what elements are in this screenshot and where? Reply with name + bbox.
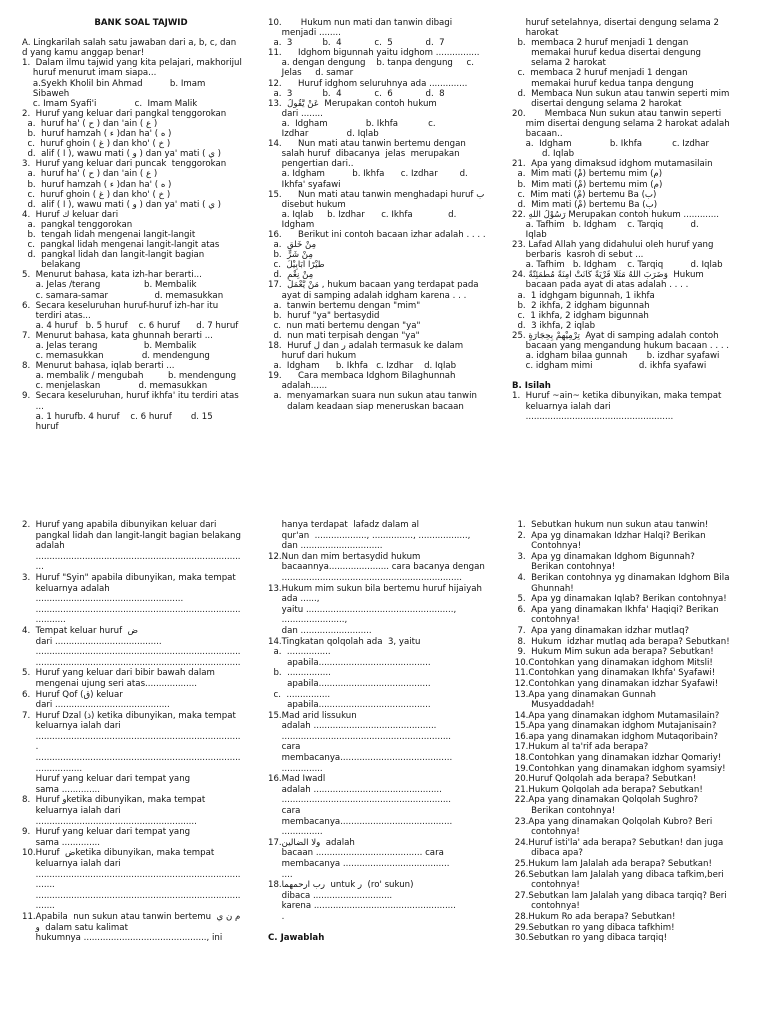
text-line: d. alif ( ا ), wawu mati ( و ) dan ya' mati ( ي ) — [22, 149, 222, 160]
text-line: a. Jelas /terang b. Membalik — [22, 280, 197, 291]
text-line: membacanya ....................................... — [268, 859, 450, 869]
text-line: c. طَيْرًا أَبَابِيْلَ — [268, 260, 325, 271]
text-line: a. Idgham b. Ikhfa c. Izdhar d. — [268, 169, 468, 180]
section-heading: B. Isilah — [512, 381, 551, 392]
text-line: . — [268, 911, 285, 922]
text-line: 13.Hukum mim sukun bila bertemu huruf hijaiyah — [268, 583, 482, 594]
text-line: adalah...... — [268, 381, 328, 392]
text-line: ........................................................................... — [22, 869, 241, 880]
text-line: disebut hukum — [268, 199, 346, 210]
text-line: 17.Hukum al ta'rif ada berapa? — [512, 742, 649, 753]
text-line: ........................................................................... — [22, 647, 241, 658]
text-line: و dalam satu kalimat — [22, 922, 128, 933]
text-line: 3. Apa yg dinamakan Idghom Bigunnah? — [512, 551, 695, 562]
text-line: selama 2 harokat — [512, 58, 606, 69]
text-line: 18.Contohkan yang dinamakan idzhar Qomariy! — [512, 753, 722, 764]
text-line: cara — [268, 806, 301, 817]
text-line: Idgham — [268, 219, 315, 230]
text-line: 20.Huruf Qolqolah ada berapa? Sebutkan! — [512, 774, 697, 785]
text-line: a. 3 b. 4 c. 6 d. 8 — [268, 88, 445, 99]
text-line: keluarnya ialah dari — [512, 401, 611, 412]
text-line: a.Syekh Kholil bin Ahmad b. Imam — [22, 78, 206, 89]
text-line: ........................................................................... — [22, 657, 241, 668]
text-line: 26.Sebutkan lam Jalalah yang dibaca tafkim,beri — [512, 869, 724, 880]
text-line: 17. مَنْ يَّعْمَلْ , hukum bacaan yang terdapat pada — [268, 280, 479, 291]
text-line: 8. Menurut bahasa, iqlab berarti ... — [22, 361, 175, 372]
text-line: b. huruf hamzah ( ء )dan ha' ( ه ) — [22, 129, 172, 140]
text-line: huruf dari hukum — [268, 351, 357, 362]
text-line: 3. Huruf "Syin" apabila dibunyikan, maka tempat — [22, 572, 236, 583]
text-line: salah huruf dibacanya jelas merupakan — [268, 149, 460, 160]
text-line: 15.Apa yang dinamakan idghom Mutajanisain? — [512, 721, 717, 732]
text-line: menjadi ........ — [268, 28, 341, 39]
text-line: ... — [22, 401, 44, 412]
text-line: bacaannya...................... cara bacanya dengan — [268, 562, 485, 573]
text-line: 10.Huruf ضketika dibunyikan, maka tempat — [22, 848, 215, 859]
text-line: Ikhfa' syafawi — [268, 179, 341, 190]
text-line: 1. Sebutkan hukum nun sukun atau tanwin! — [512, 520, 709, 530]
text-line: ada ......, — [268, 594, 320, 605]
text-line: hanya terdapat lafadz dalam al — [268, 520, 419, 530]
top-page — [0, 18, 768, 508]
text-line: 14.Tingkatan qolqolah ada 3, yaitu — [268, 636, 421, 647]
text-line: 11. Idghom bigunnah yaitu idghom ................ — [268, 48, 480, 59]
text-line: bacaan pada ayat di atas adalah . . . . — [512, 280, 689, 291]
text-line: Musyaddadah! — [512, 700, 595, 711]
text-line: d. 3 ikhfa, 2 iqlab — [512, 320, 596, 331]
text-line: ........................................................................... — [22, 551, 241, 562]
text-line: memakai huruf kedua disertai dengung — [512, 48, 702, 59]
text-line: keluarnya ialah dari — [22, 721, 121, 732]
text-line: 2. Huruf yang apabila dibunyikan keluar dari — [22, 520, 217, 530]
text-line: .............................................................. — [268, 731, 452, 742]
text-line: sama .............. — [22, 784, 101, 795]
text-line: a. 4 huruf b. 5 huruf c. 6 huruf d. 7 huruf — [22, 320, 239, 331]
text-line: b. huruf "ya" bertasydid — [268, 310, 380, 321]
text-line: b. tengah lidah mengenai langit-langit — [22, 229, 196, 240]
text-line: a. membalik / mengubah b. mendengung — [22, 371, 237, 382]
text-line: 25. تِرْمِيْهِمْ بِحِجَارَةٍ Ayat di samping adalah contoh — [512, 330, 719, 341]
text-line: sama .............. — [22, 837, 101, 848]
text-line: 20. Membaca Nun sukun atau tanwin seperti — [512, 108, 722, 119]
bottom-page — [0, 520, 768, 1010]
text-line: a. Iqlab b. Izdhar c. Ikhfa d. — [268, 209, 457, 220]
text-line: contohnya! — [512, 615, 580, 626]
bottom-column-2 — [268, 520, 504, 944]
text-line: 18.رب ارحمهما untuk ر (ro' sukun) — [268, 880, 414, 891]
text-line: 13.Apa yang dinamakan Gunnah — [512, 689, 656, 700]
text-line: ........................................................................... — [22, 731, 241, 742]
text-line: 14. Nun mati atau tanwin bertemu dengan — [268, 139, 466, 150]
text-line: ........................................................................... — [22, 890, 241, 901]
text-line: d. Iqlab — [512, 149, 575, 160]
text-line: pengertian dari.. — [268, 159, 354, 170]
text-line: 8. Huruf وketika dibunyikan, maka tempat — [22, 795, 206, 806]
text-line: Iqlab — [512, 229, 547, 240]
text-line: 12.Contohkan yang dinamakan idzhar Syafawi! — [512, 678, 719, 689]
text-line: harokat — [512, 28, 559, 39]
text-line: keluarnya ialah dari — [22, 806, 121, 817]
document-title: BANK SOAL TAJWID — [94, 18, 188, 28]
text-line: dari ........ — [268, 108, 323, 119]
text-line: c. ................ — [268, 689, 331, 700]
text-line: Berikan contohnya! — [512, 806, 616, 817]
text-line: apabila......................................... — [268, 678, 431, 689]
text-line: dari ....................................... — [22, 636, 162, 647]
bottom-column-3 — [512, 520, 756, 944]
text-line: .............................................................. — [268, 795, 452, 806]
text-line: 30.Sebutkan ro yang dibaca tarqiq! — [512, 933, 668, 944]
text-line: ........................................................................... — [22, 604, 241, 615]
text-line: 15. Nun mati atau tanwin menghadapi huruf ب — [268, 189, 485, 200]
text-line: ............... — [268, 827, 323, 838]
text-line: mengenai ujung seri atas................... — [22, 678, 197, 689]
text-line: karena .................................................... — [268, 901, 456, 912]
text-line: A. Lingkarilah salah satu jawaban dari a, b, c, dan — [22, 38, 237, 49]
text-line: adalah ............................................. — [268, 721, 437, 732]
text-line: d. Membaca Nun sukun atau tanwin seperti mim — [512, 88, 730, 99]
text-line: huruf menurut imam siapa... — [22, 68, 157, 79]
text-line: ............... — [268, 763, 323, 774]
top-column-3 — [512, 18, 752, 422]
text-line: Izdhar d. Iqlab — [268, 129, 379, 140]
text-line: 23.Apa yang dinamakan Qolqolah Kubro? Beri — [512, 816, 713, 827]
text-line: c. memasukkan d. mendengung — [22, 351, 210, 362]
text-line: a. pangkal tenggorokan — [22, 219, 133, 230]
text-line: 16.Mad Iwadl — [268, 774, 326, 785]
text-line: a. 1 idghgam bigunnah, 1 ikhfa — [512, 290, 655, 301]
text-line: 22. رَسُوْلُ اللهِ Merupakan contoh hukum ............. — [512, 209, 719, 220]
text-line: Sibaweh — [22, 88, 70, 99]
text-line: a. مِنْ خَلْقٍ — [268, 240, 317, 251]
text-line: adalah — [22, 541, 65, 552]
text-line: bacaan.. — [512, 129, 563, 140]
text-line: ....... — [22, 880, 55, 891]
text-line: a. huruf ha' ( ح ) dan 'ain ( ع ) — [22, 169, 158, 180]
text-line: a. Idgham b. Ikhfa c. Izdhar — [512, 139, 710, 150]
text-line: 9. Huruf yang keluar dari tempat yang — [22, 827, 191, 838]
text-line: contohnya! — [512, 901, 580, 912]
text-line: belakang — [22, 260, 81, 271]
text-line: d. nun mati terpisah dengan "ya" — [268, 330, 420, 341]
text-line: 21. Apa yang dimaksud idghom mutamasilain — [512, 159, 713, 170]
text-line: contohnya! — [512, 880, 580, 891]
text-line: b. مِنْ شَرٍّ — [268, 250, 313, 261]
text-line: keluarnya adalah — [22, 583, 110, 594]
text-line: 27.Sebutkan lam Jalalah yang dibaca tarqiq? Beri — [512, 890, 727, 901]
text-line: 11.Contohkan yang dinamakan Ikhfa' Syafawi! — [512, 668, 716, 679]
text-line: c. samara-samar d. memasukkan — [22, 290, 224, 301]
text-line: ayat di samping adalah idgham karena . . . — [268, 290, 467, 301]
text-line: a. tanwin bertemu dengan "mim" — [268, 300, 421, 311]
text-line: b. ................ — [268, 668, 331, 679]
text-line: dibaca ............................. — [268, 890, 393, 901]
text-line: 10.Contohkan yang dinamakan idghom Mitsli! — [512, 657, 713, 668]
text-line — [512, 371, 752, 381]
text-line: 6. Apa yang dinamakan Ikhfa' Haqiqi? Berikan — [512, 604, 719, 615]
text-line: 28.Hukum Ro ada berapa? Sebutkan! — [512, 911, 676, 922]
text-line: apabila......................................... — [268, 700, 431, 711]
text-line: .................................................................. — [268, 572, 462, 583]
text-line: contohnya! — [512, 827, 580, 838]
text-line: d. Mim mati (مْ) bertemu Ba (ب) — [512, 199, 658, 210]
text-line: dan .......................... — [268, 625, 372, 636]
text-line: membacanya......................................... — [268, 816, 453, 827]
text-line: a. Mim mati (مْ) bertemu mim (م) — [512, 169, 663, 180]
text-line: c. 1 ikhfa, 2 idgham bigunnah — [512, 310, 649, 321]
text-line: dari .......................................... — [22, 700, 170, 711]
text-line: 21.Hukum Qolqolah ada berapa? Sebutkan! — [512, 784, 703, 795]
text-line: 4. Tempat keluar huruf ض — [22, 625, 139, 636]
text-line: . — [22, 742, 39, 753]
text-line: d. pangkal lidah dan langit-langit bagian — [22, 250, 205, 261]
text-line: 19.Contohkan yang dinamakan idghom syamsiy! — [512, 763, 726, 774]
text-line: 4. Huruf ك keluar dari — [22, 209, 119, 220]
text-line: 17.ولا الضالين adalah — [268, 837, 355, 848]
text-line: berbaris kasroh di sebut ... — [512, 250, 644, 261]
text-line: dalam keadaan siap meneruskan bacaan — [268, 401, 464, 412]
text-line: 18. Huruf ل dan ر adalah termasuk ke dalam — [268, 341, 464, 351]
text-line: 12. Huruf idghom seluruhnya ada .............. — [268, 78, 468, 89]
text-line: c. pangkal lidah mengenai langit-langit atas — [22, 240, 220, 251]
text-line: 2. Apa yg dinamakan Idzhar Halqi? Berikan — [512, 530, 706, 541]
text-line: ...................................................... — [22, 594, 184, 605]
text-line: d. مِنْ نِعْمٍ — [268, 270, 314, 281]
text-line: huruf — [22, 421, 59, 432]
text-line: Berikan contohnya! — [512, 562, 616, 573]
text-line: ................. — [22, 763, 83, 774]
text-line — [268, 923, 504, 934]
text-line: 25.Hukum lam Jalalah ada berapa? Sebutkan! — [512, 859, 712, 869]
text-line: ........................................................................... — [22, 753, 241, 764]
text-line: membacanya......................................... — [268, 753, 453, 764]
text-line: ........... — [22, 615, 66, 626]
text-line: cara — [268, 742, 301, 753]
text-line: qur'an ..................., ..............., .................., — [268, 530, 471, 541]
text-line: 19. Cara membaca Idghom Bilaghunnah — [268, 371, 456, 382]
text-line: 16.apa yang dinamakan idghom Mutaqoribain? — [512, 731, 718, 742]
text-line: b. 2 ikhfa, 2 idgham bigunnah — [512, 300, 650, 311]
text-line: a. Idgham b. Ikhfa c. Izdhar d. Iqlab — [268, 361, 457, 372]
text-line: 5. Menurut bahasa, kata izh-har berarti... — [22, 270, 202, 281]
top-column-1 — [22, 18, 260, 432]
text-line: 13. عَنْ يَّقُولُ Merupakan contoh hukum — [268, 98, 437, 109]
text-line: hukumnya ............................................., ini — [22, 933, 223, 944]
text-line: 1. Dalam ilmu tajwid yang kita pelajari, makhorijul — [22, 58, 242, 69]
text-line: mim disertai dengung selama 2 harokat adalah — [512, 118, 730, 129]
text-line: 7. Menurut bahasa, kata ghunnah berarti ... — [22, 330, 213, 341]
text-line: a. dengan dengung b. tanpa dengung c. — [268, 58, 474, 69]
text-line: .... — [268, 869, 293, 880]
text-line: Ghunnah! — [512, 583, 574, 594]
text-line: c. menjelaskan d. memasukkan — [22, 381, 208, 392]
top-column-2 — [268, 18, 504, 412]
text-line: ... — [22, 562, 44, 573]
text-line: 23. Lafad Allah yang didahului oleh huruf yang — [512, 240, 714, 251]
text-line: disertai dengung selama 2 harokat — [512, 98, 682, 109]
text-line: 15.Mad arid lissukun — [268, 710, 357, 721]
text-line: 7. Huruf Dzal (ذ) ketika dibunyikan, maka tempat — [22, 710, 236, 721]
text-line: keluarnya ialah dari — [22, 859, 121, 869]
text-line: a. huruf ha' ( ح ) dan 'ain ( ع ) — [22, 118, 158, 129]
text-line: a. 3 b. 4 c. 5 d. 7 — [268, 38, 445, 49]
text-line: a. menyamarkan suara nun sukun atau tanwin — [268, 391, 477, 402]
text-line: 7. Apa yang dinamakan idzhar mutlaq? — [512, 625, 690, 636]
text-line: 16. Berikut ini contoh bacaan izhar adalah . . . . — [268, 229, 486, 240]
text-line: dibaca apa? — [512, 848, 583, 859]
bottom-column-1 — [22, 520, 258, 944]
section-heading: C. Jawablah — [268, 933, 325, 944]
text-line: c. membaca 2 huruf menjadi 1 dengan — [512, 68, 688, 79]
text-line: b. Mim mati (مْ) bertemu mim (م) — [512, 179, 663, 190]
text-line: 5. Apa yg dinamakan Iqlab? Berikan contohnya! — [512, 594, 727, 605]
text-line: a. Jelas terang b. Membalik — [22, 341, 197, 351]
text-line: d yang kamu anggap benar! — [22, 48, 145, 59]
text-line: adalah ............................................... — [268, 784, 442, 795]
text-line: d. alif ( ا ), wawu mati ( و ) dan ya' mati ( ي ) — [22, 199, 222, 210]
text-line: terdiri atas... — [22, 310, 91, 321]
text-line: 11.Apabila nun sukun atau tanwin bertemu م ن ي — [22, 911, 241, 922]
text-line: a. 1 hurufb. 4 huruf c. 6 huruf d. 15 — [22, 411, 213, 422]
text-line: c. nun mati bertemu dengan "ya" — [268, 320, 421, 331]
text-line — [22, 28, 260, 38]
text-line: Huruf yang keluar dari tempat yang — [22, 774, 191, 785]
text-line: 8. Hukum idzhar mutlaq ada berapa? Sebutkan! — [512, 636, 730, 647]
text-line: 6. Huruf Qof (ق) keluar — [22, 689, 123, 700]
text-line: ........................................................... — [22, 816, 197, 827]
text-line: a. idgham bilaa gunnah b. izdhar syafawi — [512, 351, 720, 362]
text-line: 10. Hukum nun mati dan tanwin dibagi — [268, 18, 453, 28]
text-line: b. membaca 2 huruf menjadi 1 dengan — [512, 38, 689, 49]
text-line: a. ................ — [268, 647, 331, 658]
text-line: 3. Huruf yang keluar dari puncak tenggorokan — [22, 159, 227, 170]
text-line: 12.Nun dan mim bertasydid hukum — [268, 551, 421, 562]
text-line: a. Tafhim b. Idgham c. Tarqiq d. — [512, 219, 699, 230]
text-line: c. huruf ghoin ( غ ) dan kho' ( خ ) — [22, 139, 171, 150]
text-line: ......................., — [268, 615, 348, 626]
text-line: ....... — [22, 901, 55, 912]
text-line: Jelas d. samar — [268, 68, 354, 79]
text-line: bacaan ....................................... cara — [268, 848, 444, 859]
text-line: 6. Secara keseluruhan huruf-huruf izh-har itu — [22, 300, 219, 311]
text-line: c. idgham mimi d. ikhfa syafawi — [512, 361, 707, 372]
text-line: 22.Apa yang dinamakan Qolqolah Sughro? — [512, 795, 699, 806]
text-line: ...................................................... — [512, 411, 674, 422]
text-line: huruf setelahnya, disertai dengung selama 2 — [512, 18, 719, 28]
text-line: 4. Berikan contohnya yg dinamakan Idghom Bila — [512, 572, 730, 583]
text-line: Contohnya! — [512, 541, 582, 552]
text-line: 29.Sebutkan ro yang dibaca tafkhim! — [512, 922, 675, 933]
text-line: dan .............................. — [268, 541, 383, 552]
text-line: c. Imam Syafi'i c. Imam Malik — [22, 98, 198, 109]
text-line: 2. Huruf yang keluar dari pangkal tenggorokan — [22, 108, 227, 119]
text-line: 9. Hukum Mim sukun ada berapa? Sebutkan! — [512, 647, 714, 658]
text-line: 9. Secara keseluruhan, huruf ikhfa' itu terdiri atas — [22, 391, 239, 402]
text-line: 24. وَضَرَبَ اللهُ مَثَلًا قَرْيَةً كَانَتْ آمِنَةً مُطْمَئِنَّةً Hukum — [512, 270, 704, 281]
text-line: b. huruf hamzah ( ء )dan ha' ( ه ) — [22, 179, 172, 190]
text-line: 1. Huruf ~ain~ ketika dibunyikan, maka tempat — [512, 391, 722, 402]
text-line: c. Mim mati (مْ) bertemu Ba (ب) — [512, 189, 657, 200]
text-line: bacaan yang mengandung hukum bacaan . . . . — [512, 341, 730, 351]
text-line: memakai huruf kedua tanpa dengung — [512, 78, 694, 89]
text-line: apabila......................................... — [268, 657, 431, 668]
text-line: 14.Apa yang dinamakan idghom Mutamasilain? — [512, 710, 720, 721]
text-line: 5. Huruf yang keluar dari bibir bawah dalam — [22, 668, 215, 679]
text-line: yaitu ......................................................, — [268, 604, 457, 615]
text-line: c. huruf ghoin ( غ ) dan kho' ( خ ) — [22, 189, 171, 200]
text-line: a. Idgham b. Ikhfa c. — [268, 118, 436, 129]
text-line: 24.Huruf isti'la' ada berapa? Sebutkan! dan juga — [512, 837, 724, 848]
text-line: pangkal lidah dan langit-langit bagian belakang — [22, 530, 241, 541]
text-line: a. Tafhim b. Idgham c. Tarqiq d. Iqlab — [512, 260, 723, 271]
